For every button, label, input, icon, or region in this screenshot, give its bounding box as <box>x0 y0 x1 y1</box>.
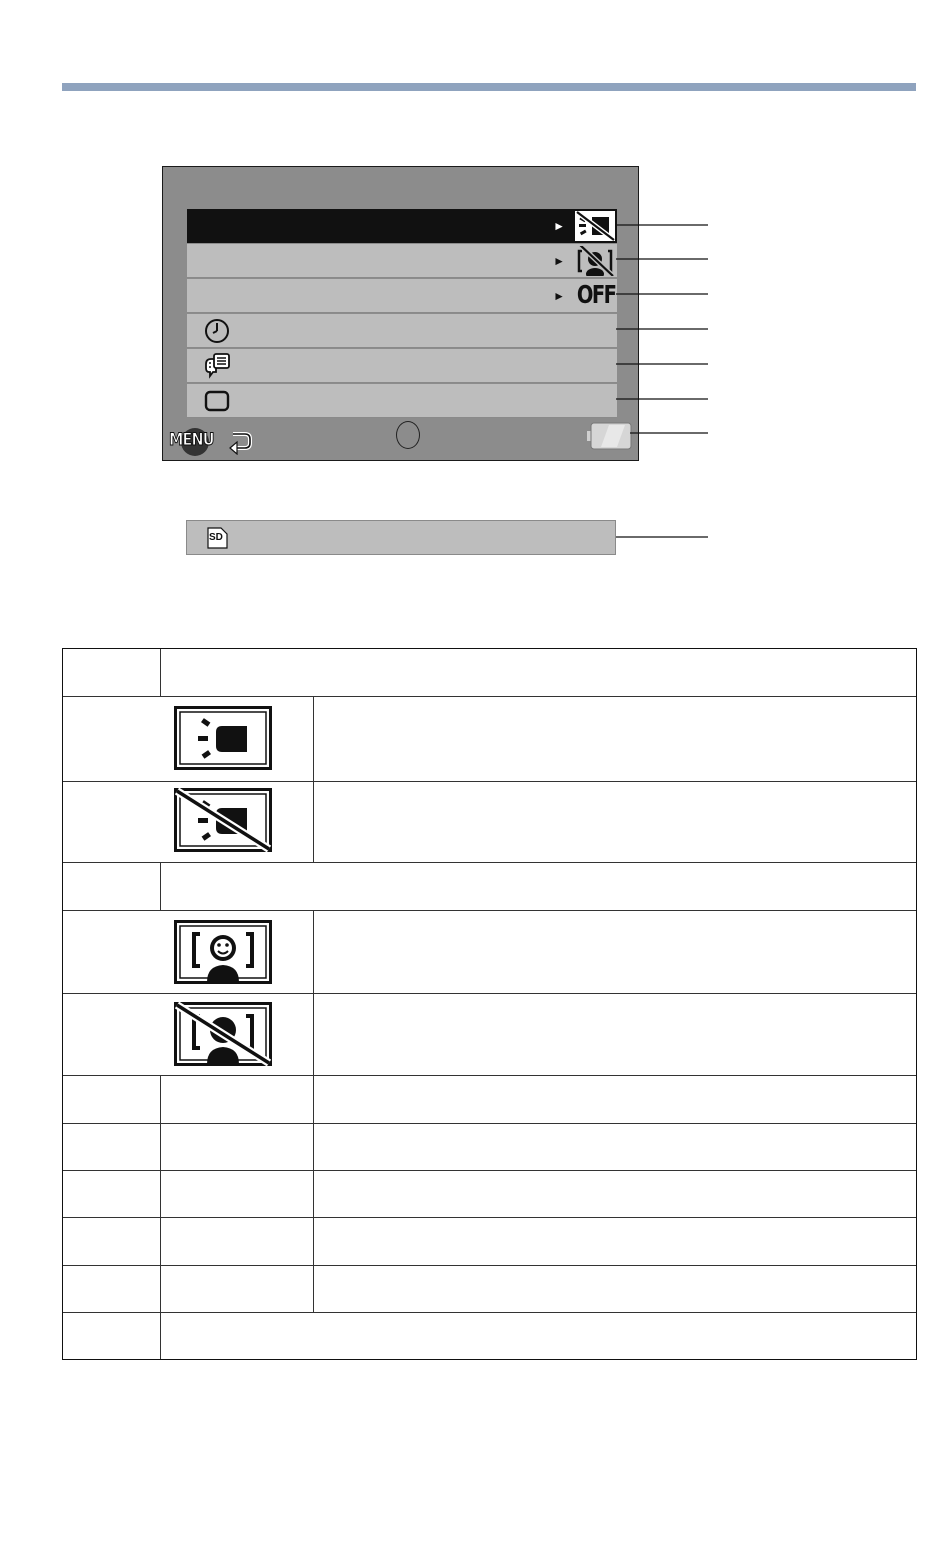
table-row-divider <box>63 1075 916 1076</box>
language-icon <box>203 352 231 380</box>
flash-on-icon <box>174 706 272 770</box>
menu-row-face-detection[interactable] <box>187 244 617 278</box>
menu-row-tv-out[interactable] <box>187 384 617 418</box>
face-detection-off-icon <box>575 246 615 276</box>
setting-value: OFF <box>576 280 615 309</box>
sd-card-bar <box>186 520 616 555</box>
camera-lcd-screen <box>162 166 639 461</box>
table-row-divider <box>63 993 916 994</box>
settings-table <box>62 648 917 1360</box>
table-row-divider <box>63 1265 916 1266</box>
sd-label: SD <box>209 532 223 543</box>
table-col-divider <box>160 1075 161 1359</box>
return-arrow-icon <box>227 431 253 455</box>
table-row-divider <box>63 1312 916 1313</box>
table-row-divider <box>63 910 916 911</box>
submenu-arrow: ► <box>553 254 565 268</box>
table-row-divider <box>63 862 916 863</box>
menu-row-clock[interactable] <box>187 314 617 348</box>
header-rule <box>62 83 916 91</box>
table-col-divider <box>160 649 161 696</box>
flash-off-icon <box>575 211 615 241</box>
menu-row-flash[interactable] <box>187 209 617 243</box>
menu-label: MENU <box>169 430 214 450</box>
face-detection-off-icon <box>174 1002 272 1066</box>
submenu-arrow: ► <box>553 289 565 303</box>
battery-icon <box>587 421 633 451</box>
flash-off-icon <box>174 788 272 852</box>
table-row-divider <box>63 696 916 697</box>
clock-icon <box>203 317 231 345</box>
face-detection-on-icon <box>174 920 272 984</box>
table-row-divider <box>63 1123 916 1124</box>
tv-out-icon <box>203 387 231 415</box>
table-col-divider <box>313 1075 314 1312</box>
table-row-divider <box>63 1170 916 1171</box>
menu-back-button[interactable] <box>169 425 253 457</box>
table-row-divider <box>63 781 916 782</box>
submenu-arrow: ► <box>553 219 565 233</box>
ok-button-icon[interactable] <box>396 421 420 449</box>
table-col-divider <box>313 910 314 1075</box>
menu-row-language[interactable] <box>187 349 617 383</box>
menu-row-off-setting[interactable] <box>187 279 617 313</box>
sd-card-icon <box>206 527 228 549</box>
table-col-divider <box>160 862 161 910</box>
table-row-divider <box>63 1217 916 1218</box>
table-col-divider <box>313 696 314 862</box>
menu-bottom-bar <box>163 419 638 460</box>
